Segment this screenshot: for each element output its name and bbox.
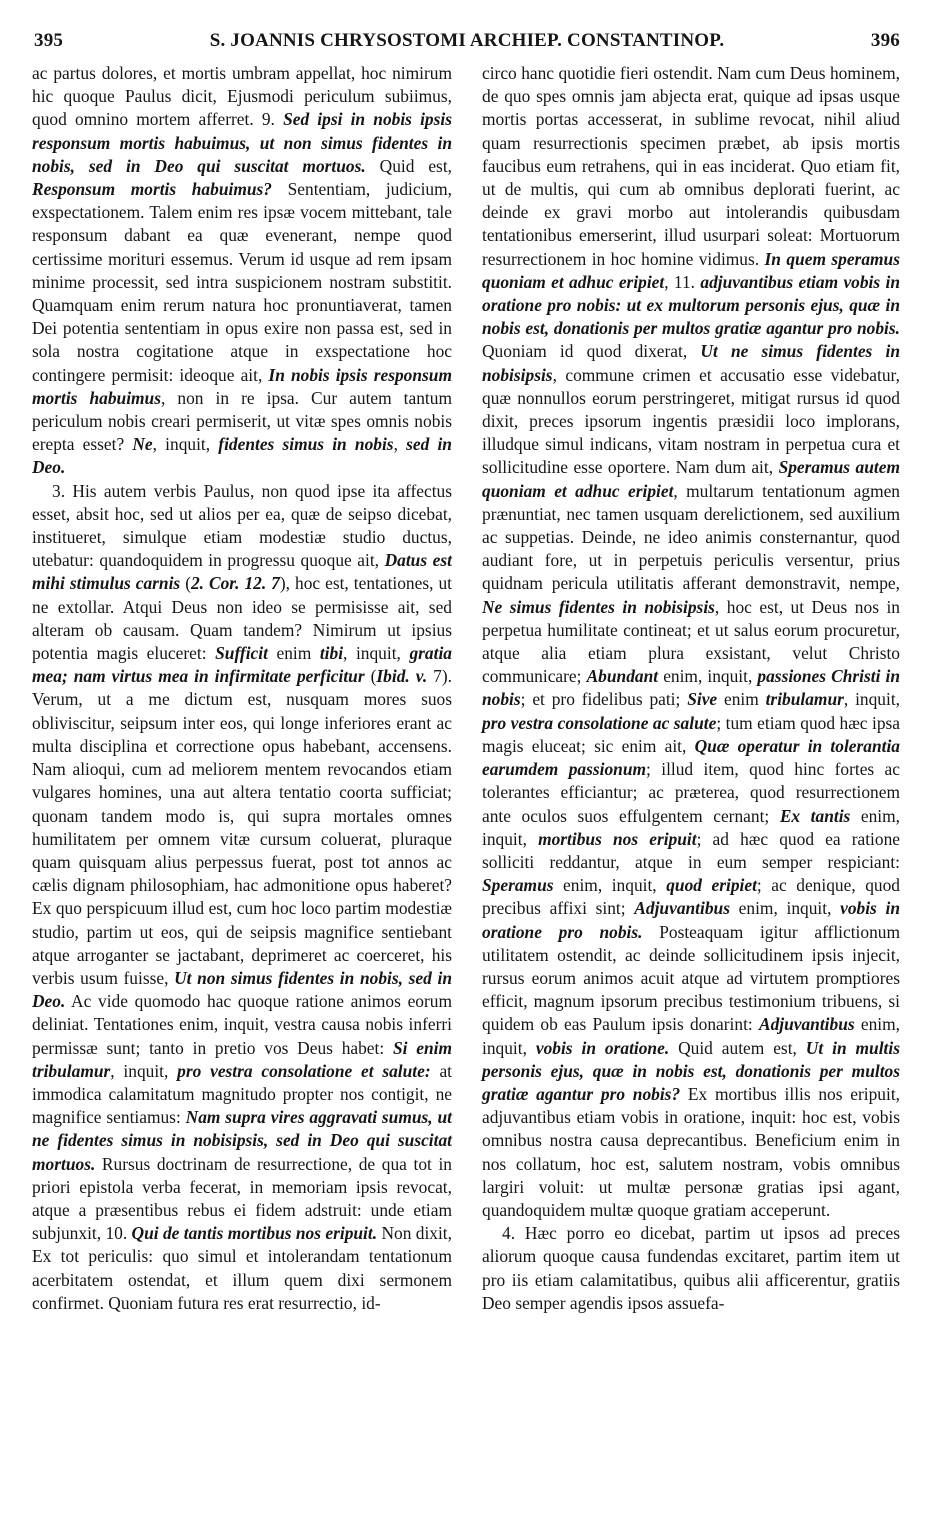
italic-text: In quem speramus quoniam et adhuc eripiet bbox=[482, 248, 900, 292]
italic-text: Ne bbox=[132, 434, 153, 455]
text-run: Quid est, bbox=[365, 155, 452, 176]
italic-text: Responsum mortis habuimus? bbox=[32, 179, 272, 200]
italic-text: Datus est mihi stimulus carnis bbox=[32, 550, 452, 594]
text-run: circo hanc quotidie fieri ostendit. Nam cum Deus hominem, de quo spes omnis jam abjecta erat, quique ad ipsas usque mortis portas accesserat, in sublime revocat, nihil aliud quam resurrectionis specimen præbet, ab ipsis mortis faucibus eum retrahens, qui in eas inciderat. Quo etiam fit, ut de multis, qui cum ab omnibus deplorati fuerint, ac deinde ex gravi morbo aut intolerandis quibusdam tentationibus emerserint, illud usurpari soleat: Mortuorum resurrectionem in hoc homine vidimus. bbox=[482, 63, 900, 269]
text-run: enim, inquit, bbox=[658, 666, 758, 687]
text-run: , non in re ipsa. Cur autem tantum periculum nobis creari permiserit, ut vitæ spes omnis nobis erepta esset? bbox=[32, 387, 452, 455]
text-run: ac partus dolores, et mortis umbram appellat, hoc nimirum hic quoque Paulus dicit, Ejusmodi periculum subiimus, quod omnino mortem afferret. 9. bbox=[32, 63, 452, 130]
text-run: , 11. bbox=[664, 271, 701, 292]
italic-text: Ut ne simus fidentes in nobisipsis bbox=[482, 341, 900, 385]
italic-text: In nobis ipsis responsum mortis habuimus bbox=[32, 364, 453, 408]
text-run: , inquit, bbox=[110, 1060, 178, 1081]
text-run: Quoniam id quod dixerat, bbox=[482, 341, 701, 362]
text-run: , inquit, bbox=[343, 643, 410, 664]
text-run: enim bbox=[267, 643, 320, 664]
text-run: Sententiam, judicium, exspectationem. Talem enim res ipsæ vocem mittebant, tale responsum dabant ea quæ evenerant, nempe quod certissime morituri essemus. Verum id usque ad rem ipsam minime processit, sed intra suspicionem nostram substitit. Quamquam enim rerum natura hoc pronuntiaverat, tamen Dei potentia sententiam in opus exire non passa est, sed in sola nostra cogitatione atque in exspectatione hoc contingere permisit: ideoque ait, bbox=[32, 179, 452, 385]
running-header bbox=[34, 30, 900, 60]
italic-text: sed in Deo. bbox=[32, 434, 452, 478]
text-run: 4. Hæc porro eo dicebat, partim ut ipsos ad preces aliorum quoque causa fundendas excitaret, partim item ut pro iis etiam calamitatibus, quibus alii afficerentur, gratiis Deo semper agendis ipsos assuefa- bbox=[482, 1223, 900, 1313]
text-run: Non dixit, Ex tot periculis: quo simul et intolerandam tentationum acerbitatem ostendat, et illum quem dixi sermonem confirmet. Quoniam futura res erat resurrectio, id- bbox=[32, 1223, 452, 1313]
left-column bbox=[32, 62, 452, 1315]
text-run: ; ad hæc quod ea ratione solliciti reddantur, atque in eum semper respiciant: bbox=[482, 828, 900, 872]
text-run: enim, inquit, bbox=[553, 875, 667, 896]
italic-text: Nam supra vires aggravati sumus, ut ne fidentes simus in nobisipsis, sed in Deo qui suscitat mortuos. bbox=[32, 1107, 452, 1174]
text-run: , bbox=[393, 434, 407, 455]
italic-text: Si enim tribulamur bbox=[32, 1037, 452, 1081]
italic-text: Adjuvantibus bbox=[634, 898, 730, 919]
text-run: ( bbox=[180, 573, 191, 594]
text-run: ; tum etiam quod hæc ipsa magis eluceat; sic enim ait, bbox=[482, 712, 900, 756]
text-run: ; ac denique, quod precibus affixi sint; bbox=[482, 875, 900, 919]
text-run: enim, inquit, bbox=[482, 805, 900, 849]
paragraph bbox=[482, 1222, 900, 1315]
text-run: Ex mortibus illis nos eripuit, adjuvantibus etiam vobis in oratione, inquit: hoc est, vobis omnibus nostra causa deprecantibus. Beneficium enim in nos collatum, hoc est, salutem nostram, vobis omnibus largiri voluit: ut multæ personæ gratias ipsi agant, quandoquidem multæ quoque gratiam acceperunt. bbox=[482, 1083, 901, 1220]
italic-text: Sive bbox=[687, 689, 718, 710]
right-column bbox=[482, 62, 900, 1315]
text-run: 3. His autem verbis Paulus, non quod ipse ita affectus esset, absit hoc, sed ut alios per ea, quæ de seipso dicebat, institueret, simulque etiam modestiæ studio ductus, utebatur: quandoquidem in progressu quoque ait, bbox=[32, 480, 452, 571]
text-run: , commune crimen et accusatio esse videbatur, quæ nonnullos eorum perstringeret, mitigat rursus id quod dixit, preces ipsorum ingentis præsidii loco implorans, illudque simul indicans, vitam nostram in perpetua cura et sollicitudine esse oportere. Nam dum ait, bbox=[482, 364, 900, 478]
text-run: enim bbox=[717, 689, 766, 710]
page-number-right: 396 bbox=[870, 30, 900, 51]
italic-text: Adjuvantibus bbox=[758, 1014, 855, 1035]
text-run: , inquit, bbox=[152, 434, 219, 455]
italic-text: pro vestra consolatione et salute: bbox=[177, 1060, 431, 1081]
text-run: Rursus doctrinam de resurrectione, de qua tot in priori epistola verba fecerat, in memoriam ipsis revocat, atque a præsentibus rebus ei fidem adstruit: unde etiam subjunxit, 10. bbox=[32, 1153, 452, 1244]
text-run: ; et pro fidelibus pati; bbox=[520, 689, 688, 710]
text-run: ; illud item, quod hinc fortes ac tolerantes efficiantur; ac præterea, quod resurrectionem ante oculos suos effulgentem cernant; bbox=[482, 759, 900, 826]
italic-text: pro vestra consolatione ac salute bbox=[482, 712, 717, 733]
italic-text: Ut in multis personis ejus, quæ in nobis est, donationis per multos gratiæ agantur pro nobis? bbox=[482, 1037, 900, 1104]
italic-text: Quæ operatur in tolerantia earumdem passionum bbox=[482, 735, 900, 780]
text-run: Quid autem est, bbox=[669, 1037, 806, 1058]
italic-text: Ibid. v. bbox=[376, 666, 428, 687]
italic-text: tribulamur bbox=[765, 689, 844, 710]
italic-text: Qui de tantis mortibus nos eripuit. bbox=[131, 1223, 378, 1244]
italic-text: adjuvantibus etiam vobis in oratione pro nobis: ut ex multorum personis ejus, quæ in nobis est, donationis per multos gratiæ agantur pro nobis. bbox=[482, 271, 901, 339]
italic-text: Speramus bbox=[482, 875, 554, 896]
paragraph bbox=[32, 480, 452, 1315]
text-run: ( bbox=[364, 666, 377, 687]
italic-text: vobis in oratione pro nobis. bbox=[482, 898, 901, 942]
text-run: Ac vide quomodo hac quoque ratione animos eorum deliniat. Tentationes enim, inquit, vestra causa nobis inferri permissæ sunt; tanto in pretio vos Deus habet: bbox=[32, 991, 452, 1058]
italic-text: 2. Cor. 12. 7 bbox=[190, 573, 280, 594]
text-run: at immodica calamitatum magnitudo propter nos contigit, ne magnifice sentiamus: bbox=[32, 1060, 452, 1128]
italic-text: tibi bbox=[319, 643, 344, 664]
italic-text: Sufficit bbox=[215, 643, 268, 664]
italic-text: passiones Christi in nobis bbox=[482, 666, 900, 710]
italic-text: quod eripiet bbox=[666, 875, 757, 896]
italic-text: gratia mea; nam virtus mea in infirmitate perficitur bbox=[32, 643, 452, 687]
italic-text: mortibus nos eripuit bbox=[538, 828, 697, 849]
text-run: enim, inquit, bbox=[729, 898, 841, 919]
italic-text: Ne simus fidentes in nobisipsis bbox=[482, 596, 715, 617]
paragraph bbox=[482, 62, 900, 1222]
italic-text: Ut non simus fidentes in nobis, sed in Deo. bbox=[32, 967, 452, 1012]
page-number-left: 395 bbox=[34, 30, 64, 51]
text-run: ), hoc est, tentationes, ut ne extollar. Atqui Deus non ideo se permisisse ait, sed alteram ob causam. Quam tandem? Nimirum ut ipsius potentia magis eluceret: bbox=[32, 573, 452, 664]
text-run: , multarum tentationum agmen prænuntiat, nec tamen usquam derelictionem, sed auxilium ac suppetias. Deinde, ne ideo animis consternantur, quod audiant fore, ut in perpetuis periculis versentur, prius quidnam pericula utilitatis afferant demonstravit, nempe, bbox=[482, 480, 901, 594]
italic-text: Ex tantis bbox=[779, 805, 851, 826]
italic-text: fidentes simus in nobis bbox=[218, 434, 394, 455]
text-run: enim, inquit, bbox=[482, 1014, 901, 1058]
running-title: S. JOANNIS CHRYSOSTOMI ARCHIEP. CONSTANTINOP. bbox=[209, 30, 725, 51]
text-run: 7). Verum, ut a me dictum est, nusquam mores suos obliviscitur, seipsum inter eos, qui longe inferiores erant ac multa disciplina et correctione opus habebant, accensens. Nam alioqui, cum ad meliorem mentem revocandos etiam vulgares homines, una aut altera tentatio coorta sufficiat; quonam tandem modo is, qui supra mortales omnes humilitatem per omnem vitæ cursum coluerat, pluraque quam quisquam alius perpessus fuerat, post tot annos ac cælis dignam philosophiam, hac admonitione opus haberet? Ex quo perspicuum illud est, cum hoc loco partim modestiæ studio, partim ut eos, qui de seipsis magnifice sentiebant atque arroganter se jactabant, deprimeret ac coerceret, his verbis usum fuisse, bbox=[32, 666, 453, 988]
italic-text: Speramus autem quoniam et adhuc eripiet bbox=[482, 457, 900, 501]
italic-text: Sed ipsi in nobis ipsis responsum mortis habuimus, ut non simus fidentes in nobis, sed in Deo qui suscitat mortuos. bbox=[32, 109, 452, 176]
text-run: Posteaquam igitur afflictionum utilitatem ostendit, ac deinde sollicitudinem ipsis injecit, rursus eorum animos acuit atque ad virtutem promptiores efficit, magnum ipsorum precibus testimonium tribuens, si quidem ob eas Paulum ipsis donarint: bbox=[482, 921, 900, 1035]
paragraph bbox=[32, 62, 452, 480]
text-run: , hoc est, ut Deus nos in perpetua humilitate contineat; et ut salus eorum procuretur, atque alia etiam plura exsistant, velut Christo communicare; bbox=[482, 596, 900, 687]
text-run: , inquit, bbox=[843, 689, 901, 710]
italic-text: vobis in oratione. bbox=[535, 1037, 670, 1058]
italic-text: Abundant bbox=[586, 666, 659, 687]
